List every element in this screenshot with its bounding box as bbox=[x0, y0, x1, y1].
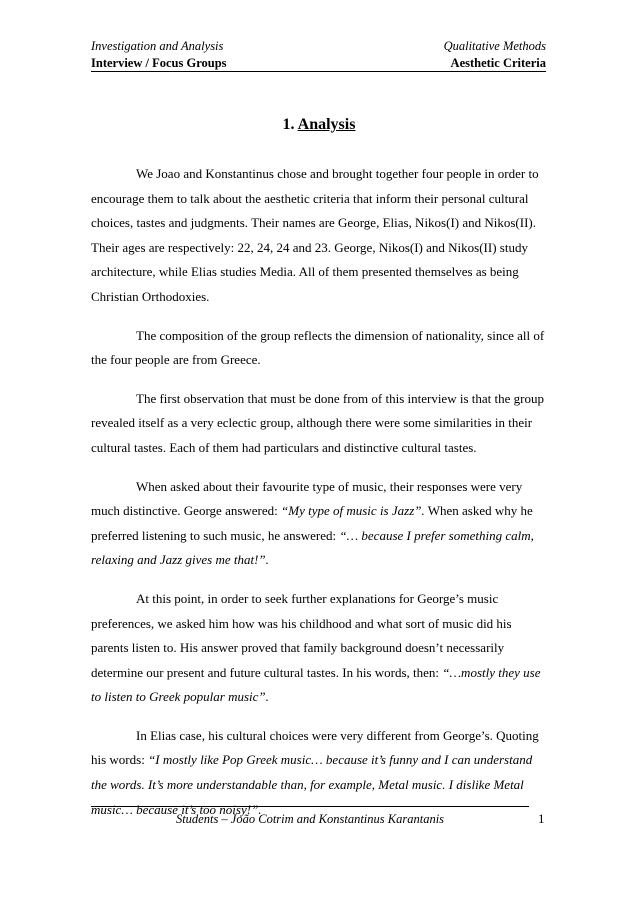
quote: “… because I prefer something calm, relaxing and Jazz gives me that!”. bbox=[91, 527, 534, 568]
section-number: 1. bbox=[282, 116, 295, 133]
paragraph bbox=[91, 475, 547, 573]
header-course: Investigation and Analysis bbox=[91, 39, 224, 53]
paragraph-text: When asked about their favourite type of music, their responses were very much distinctive. George answered: bbox=[91, 478, 523, 519]
header-topic: Interview / Focus Groups bbox=[91, 56, 227, 70]
paragraph-text: The first observation that must be done from of this interview is that the group revealed itself as a very eclectic group, although there were some similarities in their cultural tastes. Each of them had particulars and distinctive cultural tastes. bbox=[91, 390, 544, 455]
header-divider bbox=[91, 71, 546, 72]
paragraph bbox=[91, 587, 547, 710]
document-body bbox=[91, 162, 547, 836]
page-number: 1 bbox=[538, 811, 545, 826]
quote: “My type of music is Jazz”. bbox=[281, 503, 425, 519]
header-criteria: Aesthetic Criteria bbox=[450, 56, 546, 70]
section-title: Analysis bbox=[297, 116, 356, 133]
paragraph bbox=[91, 724, 547, 822]
paragraph-text: We Joao and Konstantinus chose and brought together four people in order to encourage them to talk about the aesthetic criteria that inform their personal cultural choices, tastes and judgments. Their names are George, Elias, Nikos(I) and Nikos(II). Their ages are respectively: 22, 24, 24 and 23. George, Nikos(I) and Nikos(II) study architecture, while Elias studies Media. All of them presented themselves as being Christian Orthodoxies. bbox=[91, 166, 539, 304]
quote: “…mostly they use to listen to Greek popular music”. bbox=[91, 664, 541, 705]
footer-divider bbox=[91, 806, 529, 807]
paragraph bbox=[91, 162, 547, 310]
paragraph-text: At this point, in order to seek further explanations for George’s music preferences, we asked him how was his childhood and what sort of music did his parents listen to. His answer proved that family background doesn’t necessarily determine our present and future cultural tastes. In his words, then: bbox=[91, 590, 512, 680]
footer-authors: Students – João Cotrim and Konstantinus Karantanis bbox=[175, 812, 445, 826]
running-header bbox=[91, 38, 546, 72]
page-title bbox=[0, 116, 638, 134]
header-subject: Qualitative Methods bbox=[443, 39, 546, 53]
paragraph-text: In Elias case, his cultural choices were very different from George’s. Quoting his words: bbox=[91, 727, 539, 768]
paragraph bbox=[91, 387, 547, 461]
quote: “I mostly like Pop Greek music… because it’s funny and I can understand the words. It’s more understandable than, for example, Metal music. I dislike Metal music… because it’s too noisy!”. bbox=[91, 752, 533, 817]
paragraph-text: When asked why he preferred listening to such music, he answered: bbox=[91, 503, 533, 543]
paragraph-text: The composition of the group reflects the dimension of nationality, since all of the four people are from Greece. bbox=[91, 327, 545, 368]
paragraph bbox=[91, 324, 547, 373]
